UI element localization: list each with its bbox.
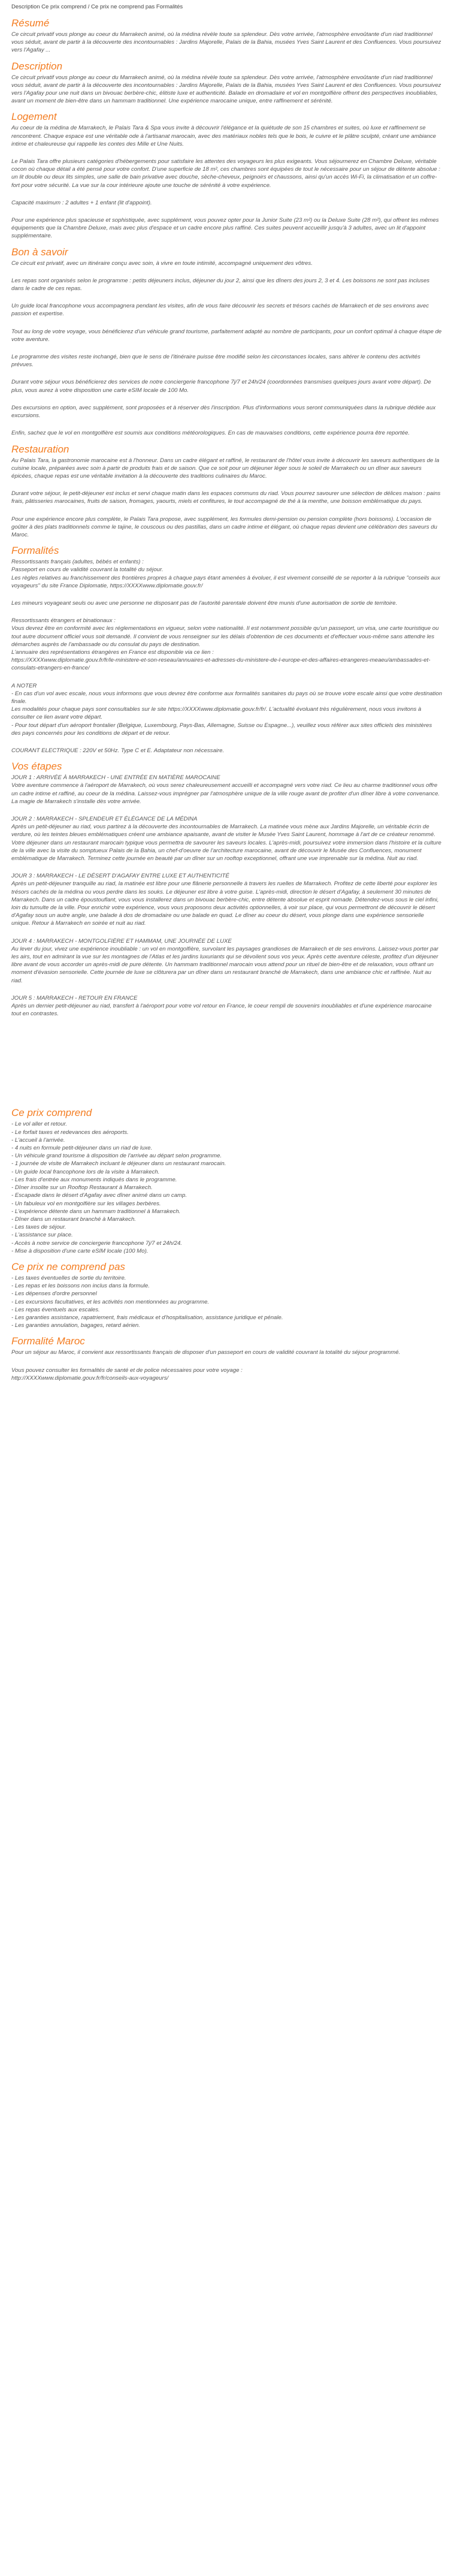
tabs-line: Description Ce prix comprend / Ce prix ne comprend pas Formalités [11,4,183,10]
comprend-item: - Dîner insolite sur un Rooftop Restaurant à Marrakech. [11,1184,153,1192]
bonasavoir-paragraph: Un guide local francophone vous accompagnera pendant les visites, afin de vous faire découvrir les secrets et trésors cachés de Marrakech et de ses environs avec passion et expertise. [11,303,429,318]
resume-title: Résumé [11,17,50,29]
etapes-section [11,761,443,1018]
comprend-item: - Un guide local francophone lors de la visite à Marrakech. [11,1168,160,1175]
comprend-item: - Le vol aller et retour. [11,1121,67,1128]
formalites-paragraph: Ressortissants français (adultes, bébés et enfants) : Passeport en cours de validité couvrant la totalité du séjour. Les règles relatives au franchissement des frontières propres à chaque pays étant amenées à évoluer, il est vivement conseillé de se reporter à la rubrique "conseils aux voyageurs" du site France Diplomatie, https://XXXXwww.diplomatie.gouv.fr/ [11,559,440,589]
comprend-title: Ce prix comprend [11,1107,92,1119]
description-section [11,61,443,105]
logement-title: Logement [11,111,57,123]
etapes-title: Vos étapes [11,761,62,773]
bonasavoir-paragraph: Tout au long de votre voyage, vous bénéficierez d'un véhicule grand tourisme, parfaitement adapté au nombre de participants, pour un confort optimal à chaque étape de votre aventure. [11,328,442,343]
necomprend-item: - Les garanties assistance, rapatriement, frais médicaux et d'hospitalisation, assistance juridique et pénale. [11,1314,283,1321]
etape-day: JOUR 1 : ARRIVÉE À MARRAKECH - UNE ENTRÉE EN MATIÈRE MAROCAINE Votre aventure commence à l'aéroport de Marrakech, où vous serez chaleureusement accueilli et accompagné vers votre riad. Ce lieu au charme traditionnel vous offre un cadre intime et raffiné, au coeur de la médina. Laissez-vous imprégner par l'atmosphère unique de la ville rouge avant de profiter d'un dîner libre à votre convenance. La magie de Marrakech s'installe dès votre arrivée. [11,774,440,805]
restauration-paragraph: Durant votre séjour, le petit-déjeuner est inclus et servi chaque matin dans les espaces communs du riad. Vous pourrez savourer une sélection de délices maison : pains frais, pâtisseries marocaines, fruits de saison, fromages, yaourts, miels et confitures, le tout accompagné de thé à la menthe, une boisson emblématique du pays. [11,490,441,505]
etape-day: JOUR 4 : MARRAKECH - MONTGOLFIÈRE ET HAMMAM, UNE JOURNÉE DE LUXE Au lever du jour, vivez une expérience inoubliable : un vol en montgolfière, survolant les paysages grandioses de Marrakech et de ses environs. Laissez-vous porter par les airs, tout en admirant la vue sur les montagnes de l'Atlas et les jardins luxuriants qui se dévoilent sous vos yeux. Après cette aventure céleste, profitez d'un déjeuner libre avant de vous accorder un après-midi de pure détente. Un hammam traditionnel marocain vous attend pour un rituel de bien-être et de relaxation, vous offrant un moment d'évasion sensorielle. Cette journée de luxe se clôturera par un dîner dans un restaurant branché de Marrakech, dans une ambiance chic et raffinée. Nuit au riad. [11,937,439,984]
necomprend-item: - Les repas éventuels aux escales. [11,1306,100,1313]
bonasavoir-section [11,246,443,438]
description-title: Description [11,60,63,72]
formalites-section [11,545,443,755]
bonasavoir-paragraph: Les repas sont organisés selon le programme : petits déjeuners inclus, déjeuner du jour 2, ainsi que les dîners des jours 2, 3 et 4. Les boissons ne sont pas incluses dans le cadre de ces repas. [11,277,430,292]
formalitemaroc-title: Formalité Maroc [11,1335,85,1347]
bonasavoir-paragraph: Des excursions en option, avec supplément, sont proposées et à réserver dès l'inscription. Plus d'informations vous seront communiquées dans la rubrique dédiée aux excursions. [11,404,436,420]
resume-section [11,17,443,55]
logement-paragraph: Le Palais Tara offre plusieurs catégories d'hébergements pour satisfaire les attentes des voyageurs les plus exigeants. Vous séjournerez en Chambre Deluxe, véritable cocon où chaque détail a été pensé pour votre confort. D'une superficie de 18 m², ces chambres sont équipées de tout le nécessaire pour un séjour de détente absolue : un lit double ou deux lits simples, une salle de bain privative avec douche, sèche-cheveux, peignoirs et chaussons, ainsi qu'un accès Wi-Fi, la climatisation et un coffre-fort pour votre sécurité. La vue sur la cour intérieure ajoute une touche de sérénité à votre expérience. [11,158,440,189]
etape-day: JOUR 3 : MARRAKECH - LE DÉSERT D'AGAFAY ENTRE LUXE ET AUTHENTICITÉ Après un petit-déjeuner tranquille au riad, la matinée est libre pour une flânerie personnelle à travers les ruelles de Marrakech. Profitez de cette liberté pour explorer les trésors cachés de la médina ou vous perdre dans les souks. Le déjeuner est libre à votre guise. L'après-midi, direction le désert d'Agafay, à seulement 30 minutes de Marrakech. Dans un cadre époustouflant, vous vous installerez dans un bivouac berbère-chic, entre détente absolue et esprit nomade. Détendez-vous sous le ciel infini, loin du tumulte de la ville. Pour enrichir votre expérience, vous vous proposons deux activités optionnelles, à voir sur place, qui vous permettront de découvrir le désert d'Agafay sous un autre angle, une balade à dos de dromadaire ou une balade en quad. Le dîner au coeur du désert, vous plonge dans une expérience sensorielle unique. Retour à Marrakech en soirée et nuit au riad. [11,873,439,927]
bonasavoir-paragraph: Durant votre séjour vous bénéficierez des services de notre conciergerie francophone 7j/7 et 24h/24 (coordonnées transmises quelques jours avant votre départ). De plus, vous aurez à votre disposition une carte eSIM locale de 100 Mo. [11,379,431,394]
bonasavoir-paragraph: Le programme des visites reste inchangé, bien que le sens de l'itinéraire puisse être modifié selon les circonstances locales, sans altérer le contenu des activités prévues. [11,354,420,369]
necomprend-title: Ce prix ne comprend pas [11,1260,125,1272]
formalitemaroc-paragraph: Pour un séjour au Maroc, il convient aux ressortissants français de disposer d'un passeport en cours de validité couvrant la totalité du séjour programmé. [11,1349,401,1356]
bonasavoir-paragraph: Ce circuit est privatif, avec un itinéraire conçu avec soin, à vivre en toute intimité, accompagné uniquement des vôtres. [11,260,313,267]
resume-text: Ce circuit privatif vous plonge au coeur du Marrakech animé, où la médina révèle toute sa splendeur. Dès votre arrivée, l'atmosphère envoûtante d'un riad traditionnel vous séduit, avant de partir à la découverte des incontournables : Jardins Majorelle, Palais de la Bahia, musées Yves Saint Laurent et des Confluences. Vous poursuivez vers l'Agafay ... [11,31,441,54]
comprend-item: - 4 nuits en formule petit-déjeuner dans un riad de luxe. [11,1145,153,1152]
logement-section [11,111,443,240]
formalites-paragraph: COURANT ELECTRIQUE : 220V et 50Hz. Type C et E. Adaptateur non nécessaire. [11,747,225,754]
restauration-title: Restauration [11,443,69,455]
necomprend-list [11,1274,443,1329]
comprend-item: - Accès à notre service de conciergerie francophone 7j/7 et 24h/24. [11,1239,182,1247]
comprend-item: - Les taxes de séjour. [11,1224,66,1231]
formalites-paragraph: Les mineurs voyageant seuls ou avec une personne ne disposant pas de l'autorité parentale doivent être munis d'une autorisation de sortie de territoire. [11,599,398,607]
comprend-item: - L'expérience détente dans un hammam traditionnel à Marrakech. [11,1208,181,1215]
comprend-item: - Mise à disposition d'une carte eSIM locale (100 Mo). [11,1247,149,1254]
spacer [11,1023,443,1101]
bonasavoir-title: Bon à savoir [11,246,68,258]
comprend-item: - Dîner dans un restaurant branché à Marrakech. [11,1215,136,1223]
comprend-list [11,1120,443,1254]
description-text: Ce circuit privatif vous plonge au coeur du Marrakech animé, où la médina révèle toute sa splendeur. Dès votre arrivée, l'atmosphère envoûtante d'un riad traditionnel vous séduit, avant de partir à la découverte des incontournables : Jardins Majorelle, Palais de la Bahia, musées Yves Saint Laurent et des Confluences. Vous poursuivez vers l'Agafay pour une nuit dans un bivouac berbère-chic, élitiste luxe et authenticité. Balade en dromadaire et vol en montgolfière offrent des perspectives inoubliables, avant un moment de bien-être dans un hammam traditionnel. Une expérience marocaine unique, entre raffinement et sérénité. [11,74,441,105]
logement-paragraph: Au coeur de la médina de Marrakech, le Palais Tara & Spa vous invite à découvrir l'élégance et la quiétude de son 15 chambres et suites, où luxe et raffinement se rencontrent. Chaque espace est une véritable ode à l'artisanat marocain, avec des matériaux nobles tels que le bois, le cuivre et le plâtre sculpté, créant une ambiance intime et chaleureuse qui rappelle les contes des Mille et Une Nuits. [11,125,436,147]
comprend-item: - Escapade dans le désert d'Agafay avec dîner animé dans un camp. [11,1192,187,1199]
logement-paragraph: Pour une expérience plus spacieuse et sophistiquée, avec supplément, vous pouvez opter pour la Junior Suite (23 m²) ou la Deluxe Suite (28 m²), qui offrent les mêmes équipements que la Chambre Deluxe, mais avec plus d'espace et un cadre encore plus raffiné. Ces suites peuvent accueillir jusqu'à 3 adultes, avec un lit d'appoint supplémentaire. [11,217,439,240]
necomprend-item: - Les taxes éventuelles de sortie du territoire. [11,1274,126,1281]
necomprend-item: - Les dépenses d'ordre personnel [11,1290,97,1298]
comprend-item: - Un fabuleux vol en montgolfière sur les villages berbères. [11,1200,161,1207]
page [0,3,454,1405]
restauration-paragraph: Au Palais Tara, la gastronomie marocaine est à l'honneur. Dans un cadre élégant et raffiné, le restaurant de l'hôtel vous invite à découvrir les saveurs authentiques de la cuisine locale, préparées avec soin à partir de produits frais et de saison. Que ce soit pour un déjeuner léger sous le soleil de Marrakech ou un dîner aux saveurs épicées, chaque repas est une véritable invitation à la découverte des traditions culinaires du Maroc. [11,457,440,479]
comprend-item: - L'assistance sur place. [11,1232,73,1239]
formalites-title: Formalités [11,545,59,557]
formalites-paragraph: Ressortissants étrangers et binationaux : Vous devrez être en conformité avec les réglementations en vigueur, selon votre nationalité. Il est notamment possible qu'un passeport, un visa, une carte touristique ou tout autre document officiel vous soit demandé. Il convient de vous renseigner sur les délais d'obtention de ces documents et d'effectuer vous-même sans attendre les démarches auprès de l'ambassade ou du consulat du pays de destination. L'annuaire des représentations étrangères en France est disponible via ce lien : https://XXXXwww.diplomatie.gouv.fr/fr/le-ministere-et-son-reseau/annuaires-et-adresses-du-ministere-de-l-europe-et-des-affaires-etrangeres-meaeu/ambassades-et-consulats-etrangers-en-france/ [11,617,439,672]
comprend-item: - 1 journée de visite de Marrakech incluant le déjeuner dans un restaurant marocain. [11,1160,226,1168]
bonasavoir-paragraph: Enfin, sachez que le vol en montgolfière est soumis aux conditions météorologiques. En cas de mauvaises conditions, cette expérience pourra être reportée. [11,430,410,437]
restauration-paragraph: Pour une expérience encore plus complète, le Palais Tara propose, avec supplément, les formules demi-pension ou pension complète (hors boissons). L'occasion de goûter à des plats traditionnels comme le tajine, le couscous ou des pastillas, dans un cadre intime et élégant, où chaque repas devient une célébration des saveurs du Maroc. [11,515,437,538]
etape-day: JOUR 5 : MARRAKECH - RETOUR EN FRANCE Après un dernier petit-déjeuner au riad, transfert à l'aéroport pour votre vol retour en France, le coeur rempli de souvenirs inoubliables et d'une expérience marocaine tout en contrastes. [11,994,432,1018]
comprend-item: - L'accueil à l'arrivée. [11,1136,65,1144]
formalitemaroc-paragraph: Vous pouvez consulter les formalités de santé et de police nécessaires pour votre voyage : http://XXXXwww.diplomatie.gouv.fr/fr/conseils-aux-voyageurs/ [11,1367,243,1381]
comprend-item: - Les frais d'entrée aux monuments indiqués dans le programme. [11,1176,177,1183]
formalitemaroc-section [11,1335,443,1382]
formalites-paragraph: A NOTER - En cas d'un vol avec escale, nous vous informons que vous devrez être conforme aux formalités sanitaires du pays où se trouve votre escale ainsi que votre destination finale. Les modalités pour chaque pays sont consultables sur le site https://XXXXwww.diplomatie.gouv.fr/fr/. L'actualité évoluant très régulièrement, nous vous invitons à consulter ce lien avant votre départ. - Pour tout départ d'un aéroport frontalier (Belgique, Luxembourg, Pays-Bas, Allemagne, Suisse ou Espagne...), veuillez vous référer aux sites officiels des ministères des pays concernés pour les conditions de départ et de retour. [11,682,443,737]
comprend-item: - Le forfait taxes et redevances des aéroports. [11,1129,129,1136]
restauration-section [11,444,443,539]
logement-paragraph: Capacité maximum : 2 adultes + 1 enfant (lit d'appoint). [11,199,152,206]
necomprend-item: - Les repas et les boissons non inclus dans la formule. [11,1283,150,1290]
etape-day: JOUR 2 : MARRAKECH - SPLENDEUR ET ÉLÉGANCE DE LA MÉDINA Après un petit-déjeuner au riad, vous partirez à la découverte des incontournables de Marrakech. La matinée vous mène aux Jardins Majorelle, un véritable écrin de verdure, où les teintes bleues emblématiques créent une ambiance apaisante, avant de visiter le Musée Yves Saint Laurent, hommage à l'art de ce créateur renommé. Votre déjeuner dans un restaurant marocain typique vous permettra de savourer les saveurs locales. L'après-midi, poursuivez votre immersion dans l'histoire et la culture de la ville avec la visite du somptueux Palais de la Bahia, un chef-d'oeuvre de l'architecture marocaine, avant de découvrir le Musée des Confluences, monument emblématique de Marrakech. Terminez cette journée en beauté par un dîner sur un rooftop exceptionnel, offrant une vue imprenable sur la médina. Nuit au riad. [11,816,441,862]
necomprend-section [11,1261,443,1329]
comprend-section [11,1107,443,1254]
necomprend-item: - Les garanties annulation, bagages, retard aérien. [11,1322,140,1329]
necomprend-item: - Les excursions facultatives, et les activités non mentionnées au programme. [11,1298,210,1305]
comprend-item: - Un véhicule grand tourisme à disposition de l'arrivée au départ selon programme. [11,1153,222,1160]
